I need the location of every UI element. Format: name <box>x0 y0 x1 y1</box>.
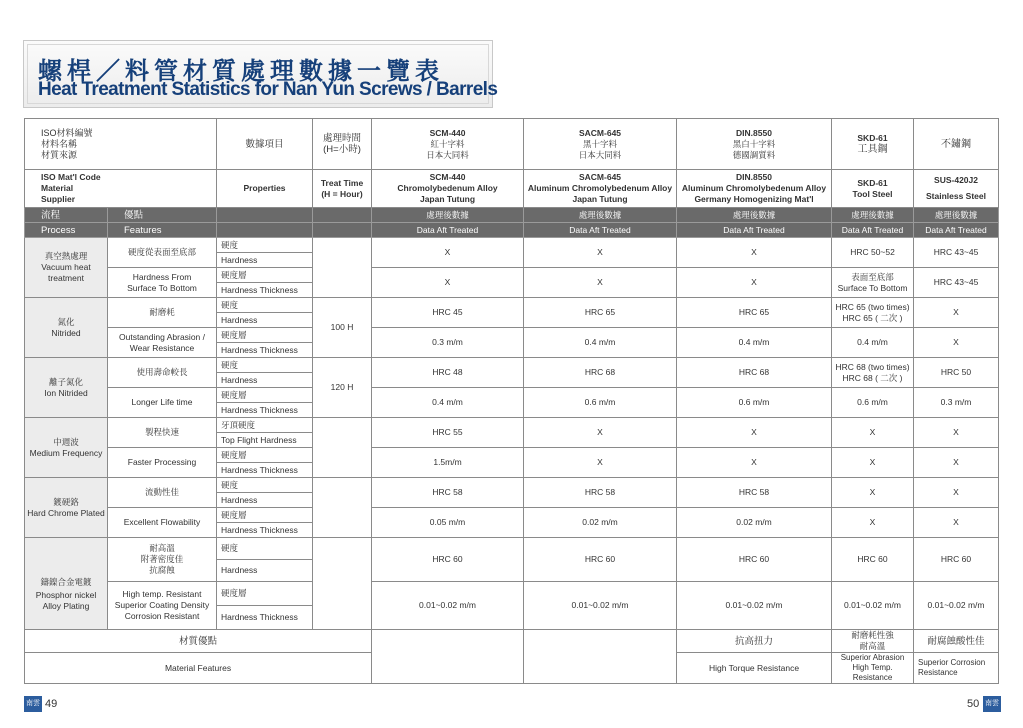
material-supplier-en: Japan Tutung <box>572 194 628 204</box>
value-cell: 0.3 m/m <box>372 328 524 358</box>
treat-time-empty <box>313 478 372 538</box>
material-label-zh: 材料名稱 <box>41 138 78 149</box>
value-cell: X <box>372 268 524 298</box>
band-row-zh <box>25 208 999 223</box>
value-cell: 0.02 m/m <box>677 508 832 538</box>
feature-en: Hardness From Surface To Bottom <box>108 268 217 298</box>
table-row <box>25 478 999 493</box>
value-cell: 0.6 m/m <box>524 388 677 418</box>
page-title-en: Heat Treatment Statistics for Nan Yun Screws / Barrels <box>38 79 498 100</box>
feature-en: Faster Processing <box>108 448 217 478</box>
value-cell: X <box>914 448 999 478</box>
features-empty <box>524 630 677 684</box>
after-treated-en: Data Aft Treated <box>914 223 999 238</box>
prop-hardness-en: Hardness <box>217 373 313 388</box>
value-cell: HRC 58 <box>677 478 832 508</box>
table-row <box>25 448 999 463</box>
value-cell: 0.4 m/m <box>372 388 524 418</box>
iso-label-zh: ISO材料編號 <box>41 127 93 138</box>
band-row-en <box>25 223 999 238</box>
value-cell: X <box>524 418 677 448</box>
table-row <box>25 358 999 373</box>
band-empty <box>313 208 372 223</box>
material-supplier-en: Japan Tutung <box>419 194 476 204</box>
value-cell: 0.01~0.02 m/m <box>524 582 677 630</box>
value-cell: X <box>677 238 832 268</box>
value-cell: X <box>914 508 999 538</box>
value-cell: 表面至底部 <box>851 271 894 282</box>
treat-time-empty <box>313 418 372 478</box>
material-name-zh: 不鏽鋼 <box>914 119 999 170</box>
process-name-zh: 真空熱處理 <box>44 251 88 261</box>
material-source-zh: 日本大同料 <box>426 149 469 160</box>
material-code: SKD-61 <box>857 177 888 188</box>
value-cell-en: Surface To Bottom <box>837 282 908 293</box>
process-name-en: Nitrided <box>51 327 81 338</box>
feature-en: Longer Life time <box>108 388 217 418</box>
material-features-zh: 材質優點 <box>25 630 372 653</box>
value-cell: HRC 43~45 <box>914 268 999 298</box>
header-row-zh <box>25 119 999 170</box>
feature-sus-zh: 耐腐蝕酸性佳 <box>914 630 999 653</box>
material-name-en: Aluminum Chromolybedenum Alloy <box>681 183 827 193</box>
treat-time-label-en: Treat Time <box>320 177 364 188</box>
feature-zh: 使用壽命較長 <box>108 358 217 388</box>
value-cell-b: HRC 65 ( 二次 ) <box>842 312 903 323</box>
value-cell: HRC 60 <box>372 538 524 582</box>
value-cell: 0.4 m/m <box>832 328 914 358</box>
after-treated-en: Data Aft Treated <box>372 223 524 238</box>
table-row <box>25 418 999 433</box>
after-treated-zh: 處理後數據 <box>677 208 832 223</box>
value-cell: X <box>524 448 677 478</box>
feature-en: Superior Coating Density <box>114 600 210 610</box>
process-name-zh: 鍍硬鉻 <box>53 496 79 507</box>
process-name-en: Vacuum heat treatment <box>41 262 91 283</box>
prop-hardness-zh: 硬度 <box>217 358 313 373</box>
heat-treatment-table <box>24 118 999 684</box>
value-cell: HRC 50~52 <box>832 238 914 268</box>
after-treated-en: Data Aft Treated <box>677 223 832 238</box>
value-cell: HRC 43~45 <box>914 238 999 268</box>
feature-skd-en: Superior Abrasion <box>840 653 905 662</box>
supplier-label-zh: 材質來源 <box>41 149 78 160</box>
header-row-en <box>25 170 999 208</box>
material-code: DIN.8550 <box>736 172 772 182</box>
treat-time-empty <box>313 238 372 298</box>
band-empty <box>217 208 313 223</box>
value-cell: X <box>914 298 999 328</box>
value-cell: HRC 65 <box>677 298 832 328</box>
value-cell: 0.05 m/m <box>372 508 524 538</box>
value-cell: HRC 48 <box>372 358 524 388</box>
value-cell: X <box>372 238 524 268</box>
properties-label-en: Properties <box>217 170 313 208</box>
after-treated-zh: 處理後數據 <box>832 208 914 223</box>
feature-skd-zh: 耐高溫 <box>859 641 886 651</box>
value-cell: X <box>832 478 914 508</box>
feature-zh: 附著密度佳 <box>140 554 184 564</box>
value-cell: X <box>832 448 914 478</box>
value-cell: HRC 65 (two times) <box>835 301 910 312</box>
value-cell: HRC 68 (two times) <box>835 361 910 372</box>
after-treated-zh: 處理後數據 <box>914 208 999 223</box>
material-supplier-en: Germany Homogenizing Mat'l <box>694 194 814 204</box>
page-number-right: 50 <box>967 698 980 710</box>
value-cell: X <box>832 508 914 538</box>
feature-zh: 硬度從表面至底部 <box>108 238 217 268</box>
process-name-en: Phosphor nickel Alloy Plating <box>35 590 97 611</box>
treat-time: 100 H <box>313 298 372 358</box>
feature-sus-en: Superior Corrosion <box>918 658 986 667</box>
features-label-en: Features <box>108 223 217 238</box>
process-label-en: Process <box>25 223 108 238</box>
features-row-zh <box>25 630 999 653</box>
material-name-en: Stainless Steel <box>926 191 987 201</box>
feature-en: Excellent Flowability <box>108 508 217 538</box>
prop-thickness-en: Hardness Thickness <box>217 523 313 538</box>
material-name-en: Aluminum Chromolybedenum Alloy <box>527 183 673 193</box>
prop-hardness-zh: 硬度 <box>217 298 313 313</box>
value-cell: HRC 68 <box>524 358 677 388</box>
table-row <box>25 582 999 606</box>
feature-din-zh: 抗高扭力 <box>677 630 832 653</box>
properties-label-zh: 數據項目 <box>217 119 313 170</box>
value-cell: HRC 58 <box>372 478 524 508</box>
prop-hardness-zh: 硬度 <box>217 538 313 560</box>
material-name-en: Tool Steel <box>852 188 893 199</box>
value-cell: 0.02 m/m <box>524 508 677 538</box>
material-name-zh: 工具鋼 <box>857 144 888 155</box>
value-cell: 0.4 m/m <box>524 328 677 358</box>
brand-logo-icon: 南雲 <box>983 696 1001 712</box>
value-cell: 0.3 m/m <box>914 388 999 418</box>
treat-time-unit-en: (H = Hour) <box>321 188 363 199</box>
prop-thickness-en: Hardness Thickness <box>217 463 313 478</box>
iso-label-en: ISO Mat'l Code <box>41 172 101 182</box>
feature-en: Outstanding Abrasion / Wear Resistance <box>108 328 217 358</box>
value-cell: HRC 45 <box>372 298 524 328</box>
feature-zh: 抗腐蝕 <box>149 565 175 575</box>
value-cell: 0.01~0.02 m/m <box>677 582 832 630</box>
after-treated-zh: 處理後數據 <box>372 208 524 223</box>
after-treated-en: Data Aft Treated <box>832 223 914 238</box>
value-cell: X <box>524 268 677 298</box>
prop-hardness-en: Hardness <box>217 560 313 582</box>
prop-hardness-en: Hardness <box>217 313 313 328</box>
process-name-en: Hard Chrome Plated <box>27 507 105 518</box>
material-code: SUS-420J2 <box>934 175 978 185</box>
process-name-en: Medium Frequency <box>29 447 103 458</box>
feature-zh: 流動性佳 <box>108 478 217 508</box>
band-empty <box>217 223 313 238</box>
value-cell: HRC 60 <box>832 538 914 582</box>
prop-topflight-zh: 牙頂硬度 <box>217 418 313 433</box>
features-label-zh: 優點 <box>108 208 217 223</box>
material-name-zh: 紅十字料 <box>430 138 465 149</box>
supplier-label-en: Supplier <box>41 194 76 204</box>
treat-time-label-zh: 處理時間 <box>323 133 362 144</box>
value-cell: 1.5m/m <box>372 448 524 478</box>
material-code: SCM-440 <box>429 172 466 182</box>
process-name-zh: 鑄鎳合金電鍍 <box>40 577 92 587</box>
material-code: SACM-645 <box>578 127 622 138</box>
material-code: DIN.8550 <box>736 127 772 138</box>
process-name-en: Ion Nitrided <box>44 387 88 398</box>
brand-logo-icon: 南雲 <box>24 696 42 712</box>
after-treated-zh: 處理後數據 <box>524 208 677 223</box>
prop-thickness-zh: 硬度層 <box>217 328 313 343</box>
page-number-left: 49 <box>45 698 58 710</box>
feature-din-en: High Torque Resistance <box>677 653 832 684</box>
value-cell: HRC 58 <box>524 478 677 508</box>
feature-skd-en: High Temp. Resistance <box>852 663 893 682</box>
prop-thickness-zh: 硬度層 <box>217 582 313 606</box>
table-row <box>25 268 999 283</box>
material-code: SCM-440 <box>429 127 466 138</box>
value-cell: 0.01~0.02 m/m <box>914 582 999 630</box>
material-source-zh: 日本大同料 <box>578 149 622 160</box>
table-row <box>25 298 999 313</box>
prop-hardness-en: Hardness <box>217 493 313 508</box>
value-cell: X <box>914 478 999 508</box>
title-box <box>23 40 498 108</box>
feature-skd-zh: 耐磨耗性強 <box>851 630 894 640</box>
material-name-zh: 黑白十字料 <box>732 138 776 149</box>
prop-thickness-zh: 硬度層 <box>217 508 313 523</box>
table-row <box>25 508 999 523</box>
value-cell: HRC 60 <box>677 538 832 582</box>
table-row <box>25 328 999 343</box>
value-cell: HRC 55 <box>372 418 524 448</box>
page-title-zh: 螺桿／料管材質處理數據一覽表 <box>38 58 444 85</box>
treat-time: 120 H <box>313 358 372 418</box>
value-cell: 0.6 m/m <box>832 388 914 418</box>
material-features-en: Material Features <box>25 653 372 684</box>
value-cell: 0.6 m/m <box>677 388 832 418</box>
prop-thickness-en: Hardness Thickness <box>217 343 313 358</box>
material-code: SKD-61 <box>857 133 888 143</box>
material-name-zh: 黑十字料 <box>583 138 618 149</box>
process-name-zh: 離子氮化 <box>48 376 83 387</box>
value-cell: X <box>677 418 832 448</box>
value-cell: X <box>677 268 832 298</box>
value-cell: X <box>677 448 832 478</box>
prop-thickness-zh: 硬度層 <box>217 268 313 283</box>
process-label-zh: 流程 <box>25 208 108 223</box>
treat-time-unit-zh: (H=小時) <box>323 144 361 155</box>
prop-hardness-zh: 硬度 <box>217 478 313 493</box>
value-cell: HRC 68 <box>677 358 832 388</box>
band-empty <box>313 223 372 238</box>
prop-thickness-en: Hardness Thickness <box>217 283 313 298</box>
feature-zh: 耐高溫 <box>149 543 175 553</box>
value-cell: HRC 60 <box>914 538 999 582</box>
value-cell-b: HRC 68 ( 二次 ) <box>842 372 903 383</box>
features-empty <box>372 630 524 684</box>
value-cell: 0.4 m/m <box>677 328 832 358</box>
value-cell: X <box>914 418 999 448</box>
prop-topflight-en: Top Flight Hardness <box>217 433 313 448</box>
value-cell: HRC 50 <box>914 358 999 388</box>
value-cell: X <box>914 328 999 358</box>
prop-thickness-en: Hardness Thickness <box>217 606 313 630</box>
feature-zh: 製程快速 <box>108 418 217 448</box>
prop-hardness-en: Hardness <box>217 253 313 268</box>
feature-sus-en: Resistance <box>918 668 958 677</box>
material-name-en: Chromolybedenum Alloy <box>397 183 498 193</box>
process-name-zh: 氮化 <box>57 316 75 327</box>
value-cell: 0.01~0.02 m/m <box>372 582 524 630</box>
table-row <box>25 538 999 560</box>
prop-thickness-en: Hardness Thickness <box>217 403 313 418</box>
table-row <box>25 238 999 253</box>
value-cell: X <box>832 418 914 448</box>
prop-thickness-zh: 硬度層 <box>217 388 313 403</box>
table-row <box>25 388 999 403</box>
feature-en: Corrosion Resistant <box>124 611 200 621</box>
prop-thickness-zh: 硬度層 <box>217 448 313 463</box>
feature-en: High temp. Resistant <box>122 589 202 599</box>
material-source-zh: 德國調質料 <box>732 149 776 160</box>
value-cell: X <box>524 238 677 268</box>
value-cell: HRC 65 <box>524 298 677 328</box>
prop-hardness-zh: 硬度 <box>217 238 313 253</box>
treat-time-empty <box>313 538 372 630</box>
material-code: SACM-645 <box>578 172 622 182</box>
material-label-en: Material <box>41 183 74 193</box>
after-treated-en: Data Aft Treated <box>524 223 677 238</box>
value-cell: 0.01~0.02 m/m <box>832 582 914 630</box>
value-cell: HRC 60 <box>524 538 677 582</box>
feature-zh: 耐磨耗 <box>108 298 217 328</box>
process-name-zh: 中週波 <box>53 436 79 447</box>
